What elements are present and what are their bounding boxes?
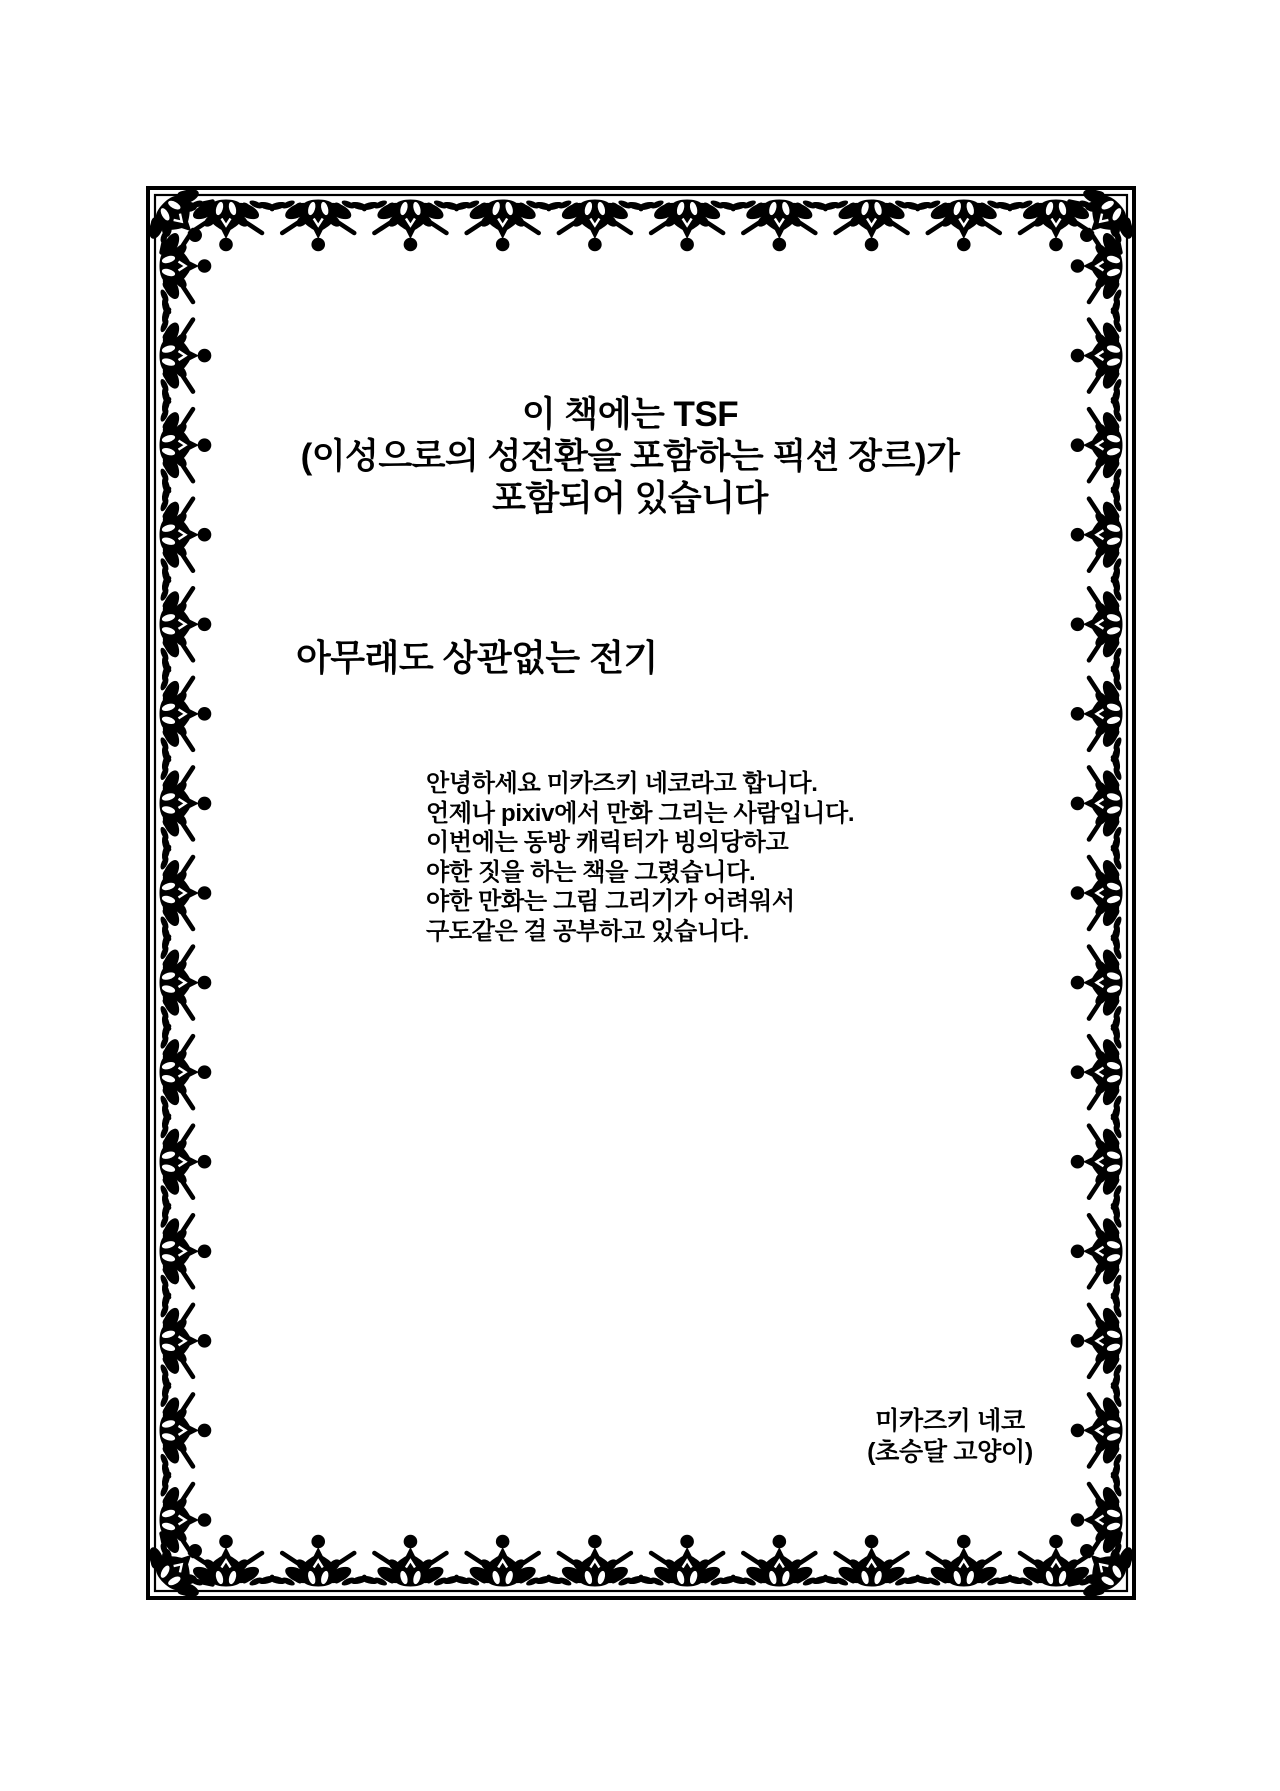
afterword-heading: 아무래도 상관없는 전기 — [296, 637, 658, 678]
ornamental-frame — [146, 186, 1136, 1600]
afterword-paragraph-1 — [426, 769, 854, 887]
author-name: 미카즈키 네코 — [875, 1407, 1025, 1435]
author-name-translation: (초승달 고양이) — [867, 1438, 1033, 1466]
afterword-paragraph-2 — [426, 887, 795, 946]
afterword-line: 야한 만화는 그림 그리기가 어려워서 — [426, 888, 795, 915]
afterword-line: 구도같은 걸 공부하고 있습니다. — [426, 917, 749, 945]
afterword-line: 언제나 pixiv에서 만화 그리는 사람입니다. — [426, 799, 855, 827]
afterword-line: 이번에는 동방 캐릭터가 빙의당하고 — [426, 829, 789, 856]
content-warning-line: 이 책에는 TSF — [521, 395, 739, 434]
afterword-line: 안녕하세요 미카즈키 네코라고 합니다. — [426, 770, 818, 797]
author-credit — [830, 1406, 1070, 1468]
afterword-line: 야한 짓을 하는 책을 그렸습니다. — [426, 858, 756, 886]
content-warning-line: (이성으로의 성전환을 포함하는 픽션 장르)가 — [300, 437, 960, 476]
content-warning — [146, 394, 1114, 520]
content-warning-line: 포함되어 있습니다 — [492, 479, 768, 518]
